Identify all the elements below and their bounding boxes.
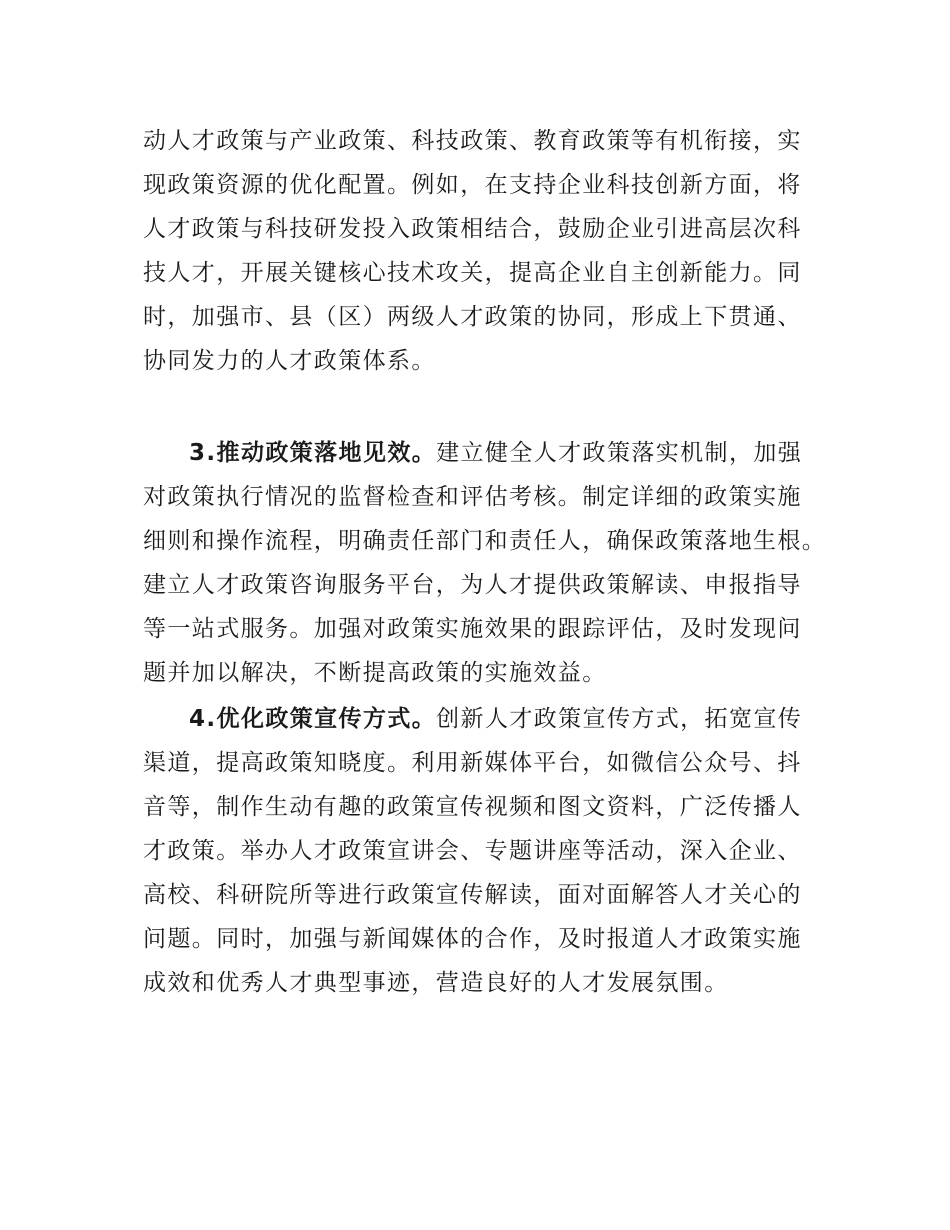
paragraph-line: 问题。同时，加强与新闻媒体的合作，及时报道人才政策实施: [143, 926, 802, 952]
paragraph-line: 协同发力的人才政策体系。: [143, 348, 436, 374]
paragraph-line: 细则和操作流程，明确责任部门和责任人，确保政策落地生根。: [143, 528, 827, 554]
section-3-paragraph: [143, 431, 827, 695]
paragraph-line: 等一站式服务。加强对政策实施效果的跟踪评估，及时发现问: [143, 616, 802, 642]
section-3-heading: 3.推动政策落地见效。: [189, 440, 437, 466]
paragraph-line: 人才政策与科技研发投入政策相结合，鼓励企业引进高层次科: [143, 216, 802, 242]
continued-paragraph: [143, 119, 813, 383]
paragraph-line: 建立人才政策咨询服务平台，为人才提供政策解读、申报指导: [143, 572, 802, 598]
paragraph-line: 动人才政策与产业政策、科技政策、教育政策等有机衔接，实: [143, 128, 802, 154]
section-3-first-line-text: 建立健全人才政策落实机制，加强: [436, 440, 803, 466]
paragraph-line: 技人才，开展关键核心技术攻关，提高企业自主创新能力。同: [143, 260, 802, 286]
paragraph-line: 音等，制作生动有趣的政策宣传视频和图文资料，广泛传播人: [143, 794, 802, 820]
paragraph-line: 高校、科研院所等进行政策宣传解读，面对面解答人才关心的: [143, 882, 802, 908]
paragraph-line: 对政策执行情况的监督检查和评估考核。制定详细的政策实施: [143, 484, 802, 510]
paragraph-line: 成效和优秀人才典型事迹，营造良好的人才发展氛围。: [143, 970, 729, 996]
section-4-first-line-text: 创新人才政策宣传方式，拓宽宣传: [436, 706, 803, 732]
paragraph-line: 渠道，提高政策知晓度。利用新媒体平台，如微信公众号、抖: [143, 750, 802, 776]
section-4-paragraph: [143, 697, 813, 1005]
paragraph-line: 题并加以解决，不断提高政策的实施效益。: [143, 660, 607, 686]
paragraph-first-line: [143, 697, 813, 741]
paragraph-line: 才政策。举办人才政策宣讲会、专题讲座等活动，深入企业、: [143, 838, 802, 864]
paragraph-line: 时，加强市、县（区）两级人才政策的协同，形成上下贯通、: [143, 304, 802, 330]
paragraph-first-line: [143, 431, 813, 475]
paragraph-line: 现政策资源的优化配置。例如，在支持企业科技创新方面，将: [143, 172, 802, 198]
section-4-heading: 4.优化政策宣传方式。: [189, 706, 437, 732]
